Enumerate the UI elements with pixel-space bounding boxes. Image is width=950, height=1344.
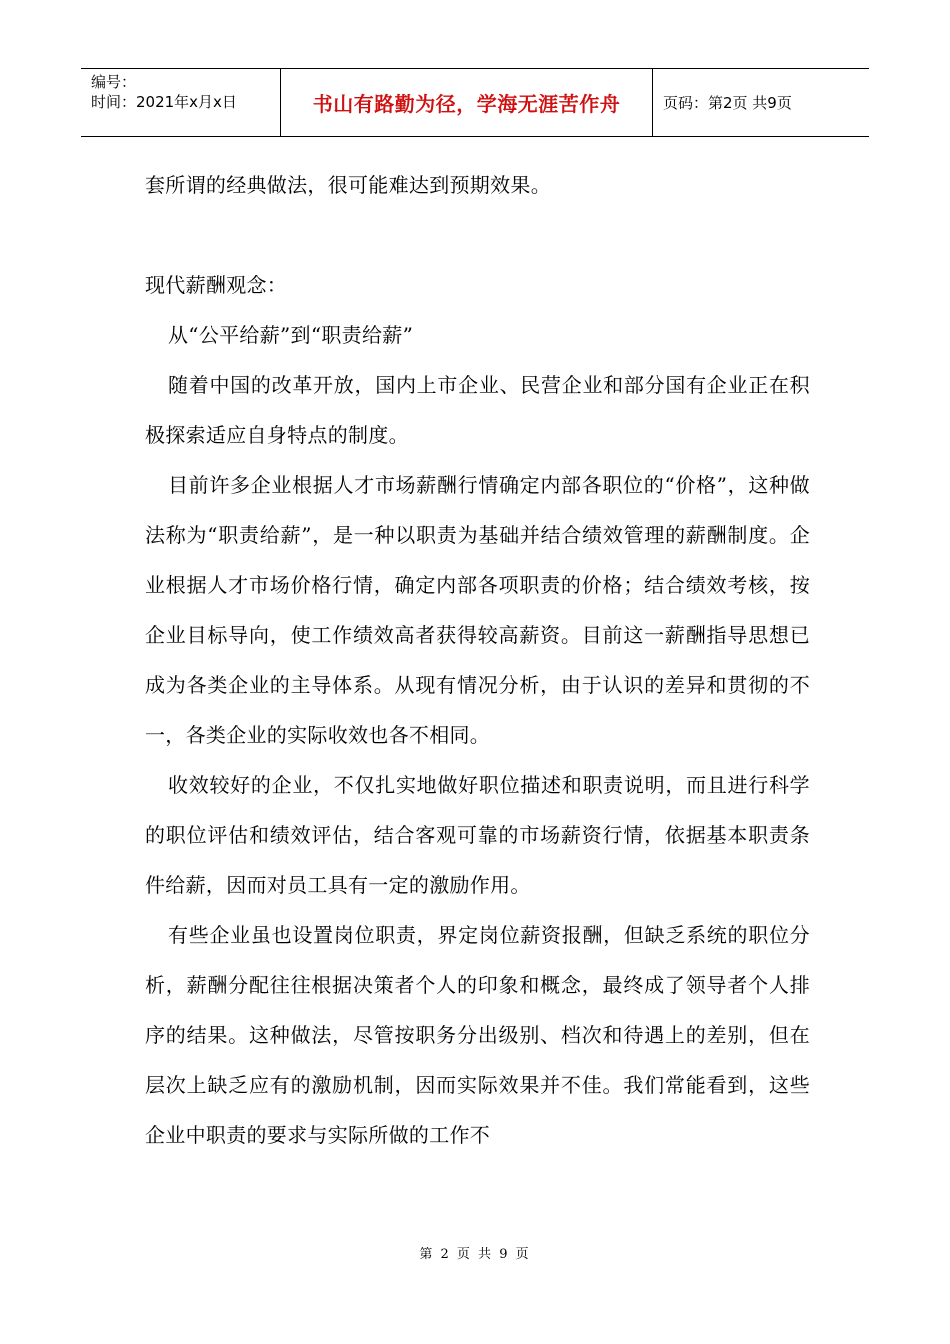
header-motto: 书山有路勤为径，学海无涯苦作舟 (312, 92, 621, 116)
header-page-label: 页码：第2页 共9页 (663, 94, 792, 112)
header-meta-cell (81, 69, 281, 136)
paragraph-continuation: 套所谓的经典做法，很可能难达到预期效果。 (145, 173, 551, 197)
paragraph: 随着中国的改革开放，国内上市企业、民营企业和部分国有企业正在积极探索适应自身特点的制度。 (145, 373, 810, 447)
section-subheading: 从“公平给薪”到“职责给薪” (168, 323, 414, 347)
blank-line (145, 210, 810, 260)
page-footer: 第 2 页 共 9 页 (419, 1247, 531, 1262)
paragraph: 收效较好的企业，不仅扎实地做好职位描述和职责说明，而且进行科学的职位评估和绩效评估，结合客观可靠的市场薪资行情，依据基本职责条件给薪，因而对员工具有一定的激励作用。 (145, 773, 810, 897)
paragraph: 有些企业虽也设置岗位职责，界定岗位薪资报酬，但缺乏系统的职位分析，薪酬分配往往根据决策者个人的印象和概念，最终成了领导者个人排序的结果。这种做法，尽管按职务分出级别、档次和待遇上的差别，但在层次上缺乏应有的激励机制，因而实际效果并不佳。我们常能看到，这些企业中职责的要求与实际所做的工作不 (145, 923, 810, 1147)
header-motto-cell (281, 69, 653, 136)
paragraph: 目前许多企业根据人才市场薪酬行情确定内部各职位的“价格”，这种做法称为“职责给薪”，是一种以职责为基础并结合绩效管理的薪酬制度。企业根据人才市场价格行情，确定内部各项职责的价格；结合绩效考核，按企业目标导向，使工作绩效高者获得较高薪资。目前这一薪酬指导思想已成为各类企业的主导体系。从现有情况分析，由于认识的差异和贯彻的不一，各类企业的实际收效也各不相同。 (145, 473, 810, 747)
header-page-cell (653, 69, 869, 136)
document-header (81, 68, 869, 137)
header-time-label: 时间：2021年x月x日 (91, 93, 237, 111)
section-heading: 现代薪酬观念： (145, 273, 288, 297)
header-number-label: 编号： (91, 73, 137, 91)
document-body (145, 160, 810, 1160)
